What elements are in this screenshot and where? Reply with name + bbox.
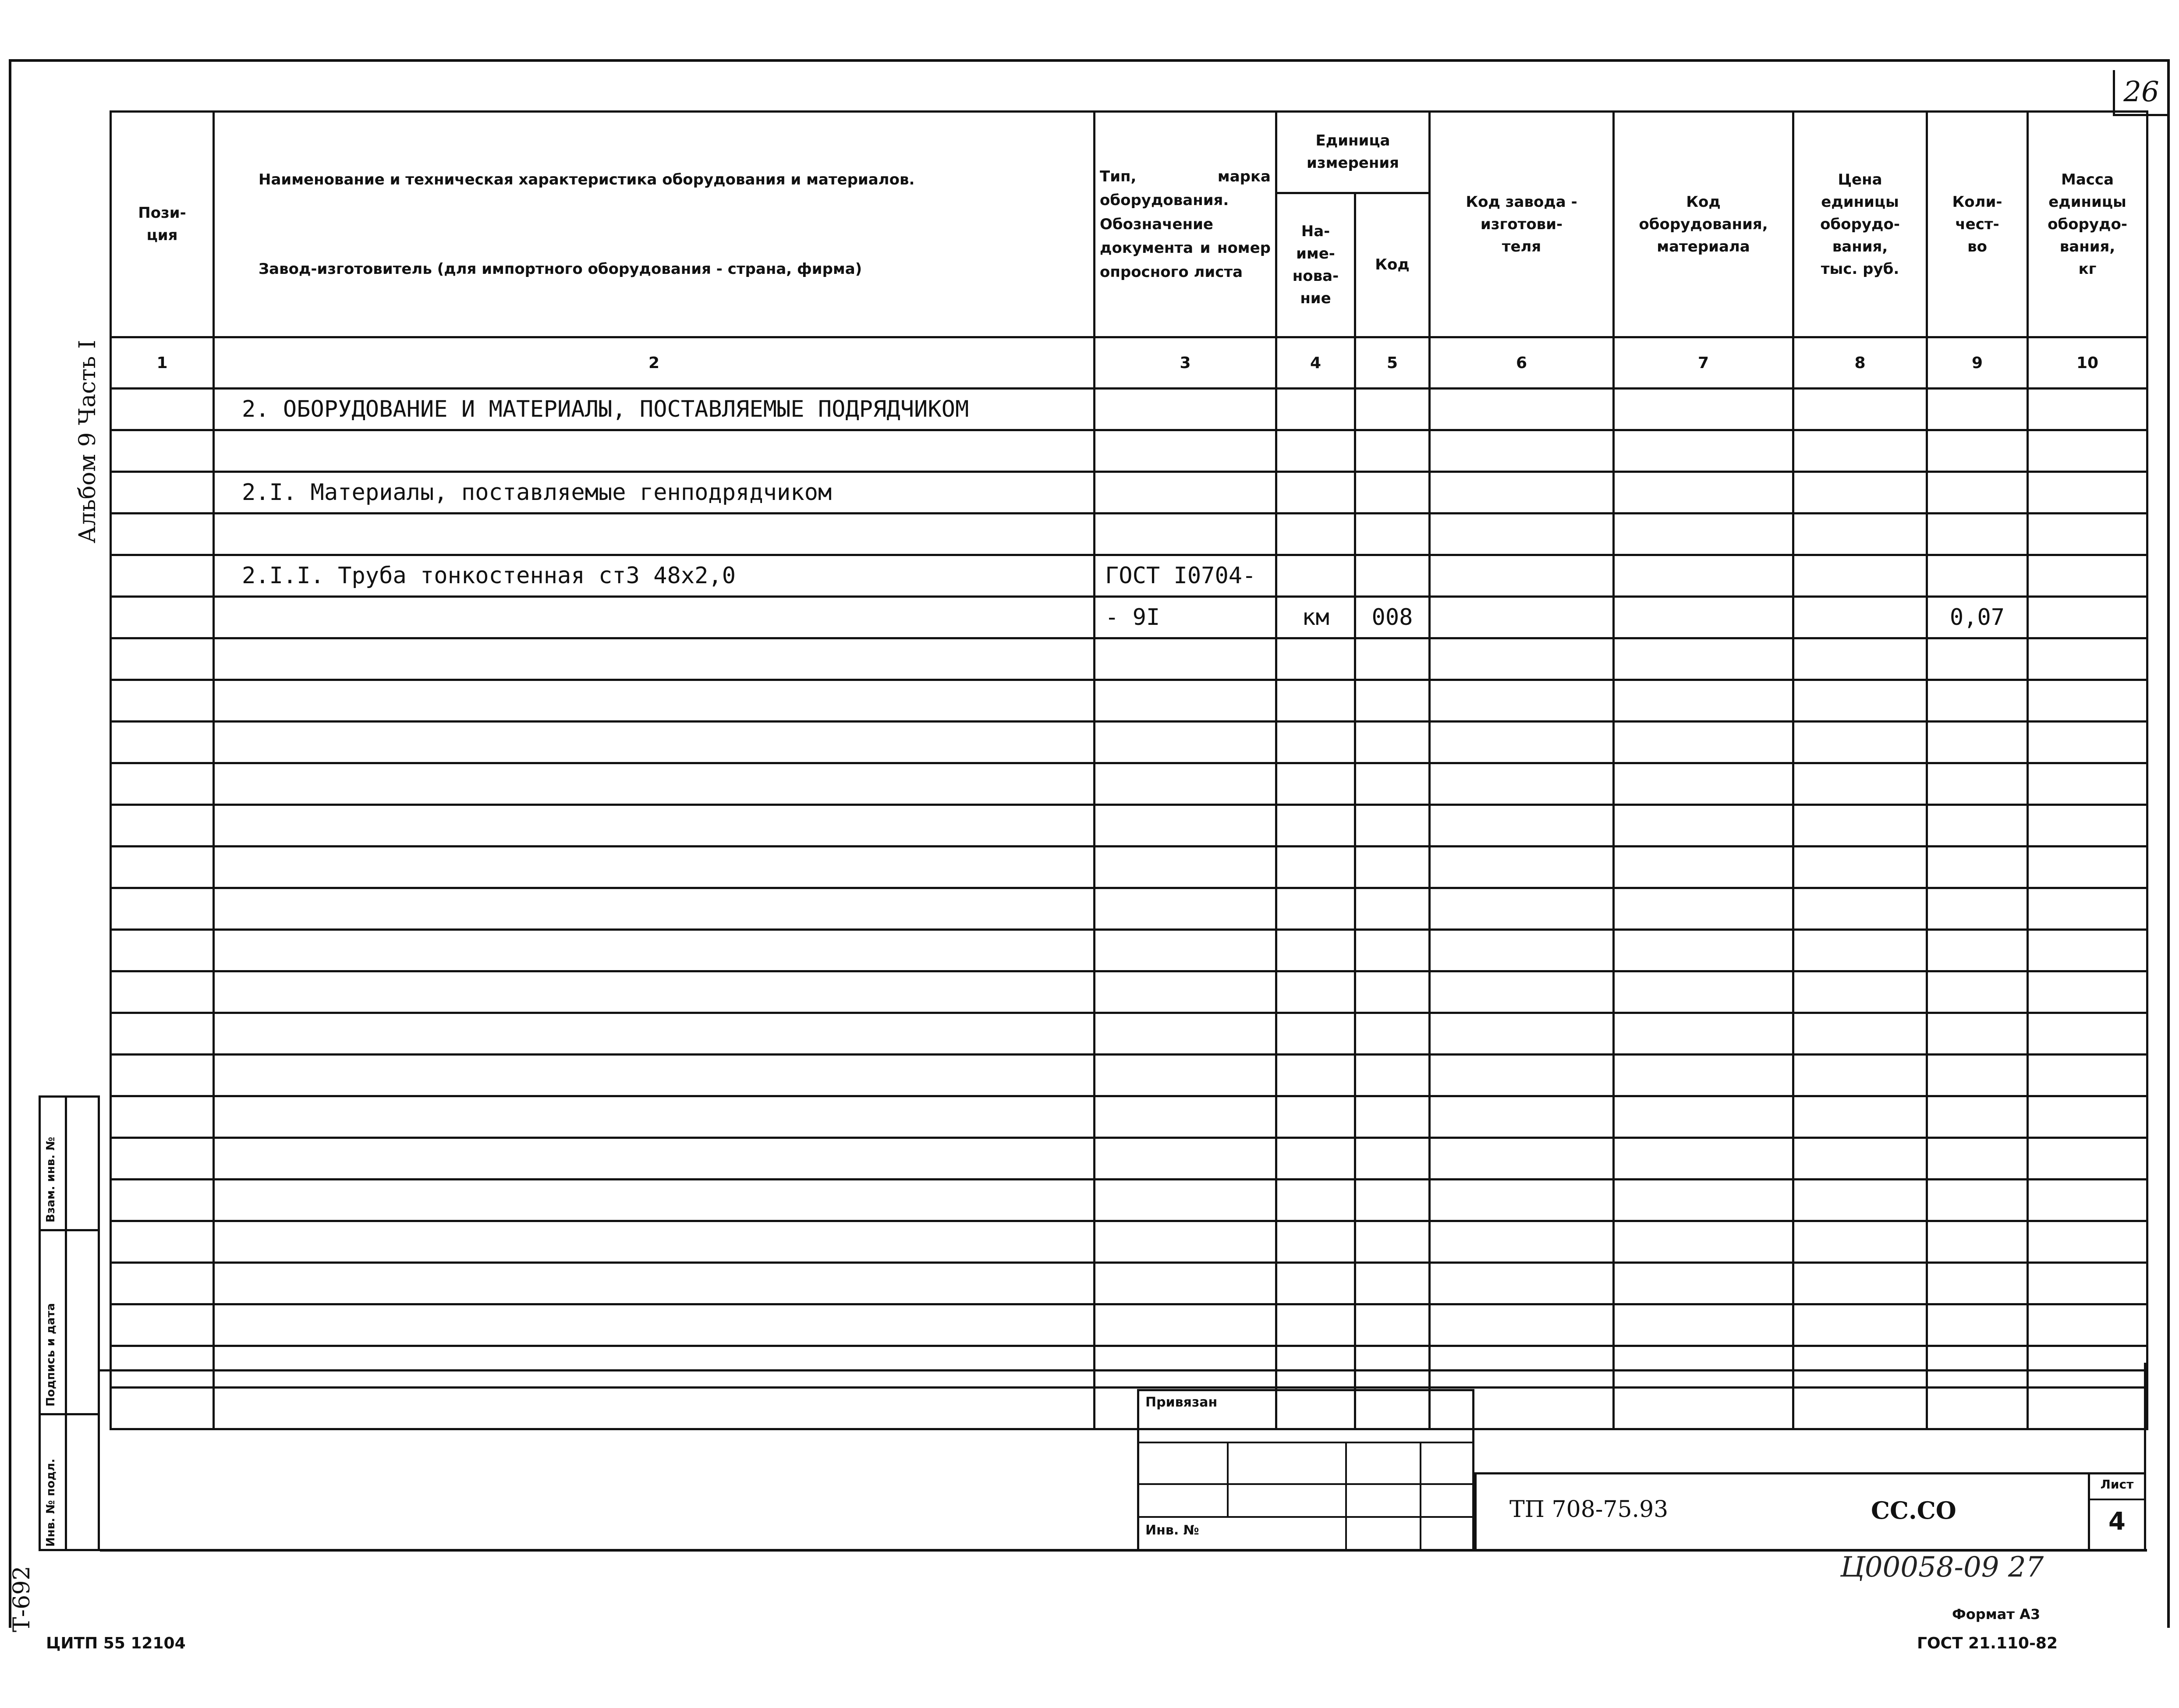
table-row — [111, 1138, 2147, 1180]
sheet-number-box — [2088, 1472, 2146, 1551]
binding-box — [1137, 1389, 1474, 1551]
row-type — [1095, 389, 1276, 430]
binding-label: Привязан — [1145, 1395, 1218, 1410]
row-code — [1355, 555, 1430, 597]
row-code — [1355, 514, 1430, 555]
table-row — [111, 930, 2147, 971]
row-name: 2.I.I. Труба тонкостенная ст3 48х2,0 — [214, 555, 1095, 597]
table-row — [111, 805, 2147, 847]
row-unit — [1276, 389, 1355, 430]
title-block — [1474, 1472, 2092, 1551]
row-name — [214, 597, 1095, 638]
row-unit — [1276, 472, 1355, 514]
row-qty — [1927, 514, 2028, 555]
table-row — [111, 1180, 2147, 1221]
row-qty — [1927, 430, 2028, 472]
header-unit-code: Код — [1355, 193, 1430, 337]
header-factory-code: Код завода - изготови- теля — [1430, 112, 1614, 337]
table-row — [111, 888, 2147, 930]
row-name: 2.I. Материалы, поставляемые генподрядчиком — [214, 472, 1095, 514]
table-row — [111, 1346, 2147, 1388]
column-number: 1 — [111, 337, 214, 389]
project-code: ТП 708-75.93 — [1509, 1496, 1669, 1523]
specification-table — [110, 110, 2148, 1430]
column-number: 5 — [1355, 337, 1430, 389]
row-unit — [1276, 555, 1355, 597]
table-bottom-line — [100, 1369, 2147, 1371]
header-type: Тип, марка оборудования. Обозначение документа и номер опросного листа — [1095, 112, 1276, 337]
column-number: 9 — [1927, 337, 2028, 389]
table-row — [111, 389, 2147, 430]
row-unit — [1276, 430, 1355, 472]
table-row — [111, 472, 2147, 514]
album-part-label: Альбом 9 Часть I — [74, 340, 101, 543]
column-number: 7 — [1614, 337, 1793, 389]
header-name-line2: Завод-изготовитель (для импортного оборудования - страна, фирма) — [259, 260, 862, 278]
row-qty — [1927, 472, 2028, 514]
row-code: 008 — [1355, 597, 1430, 638]
header-mass: Масса единицы оборудо- вания, кг — [2028, 112, 2147, 337]
header-name-line1: Наименование и техническая характеристика оборудования и материалов. — [259, 171, 915, 188]
header-equipment-code: Код оборудования, материала — [1614, 112, 1793, 337]
row-name — [214, 514, 1095, 555]
row-unit: км — [1276, 597, 1355, 638]
column-number: 8 — [1793, 337, 1927, 389]
format-label: Формат А3 — [1952, 1606, 2041, 1623]
table-row — [111, 763, 2147, 805]
sheet-label: Лист — [2100, 1477, 2134, 1492]
header-unit-name: На- име- нова- ние — [1276, 193, 1355, 337]
row-unit — [1276, 514, 1355, 555]
sheet-corner-number: 26 — [2113, 70, 2168, 116]
table-row — [111, 638, 2147, 680]
stamp-replacement-inv: Взам. инв. № — [44, 1137, 57, 1223]
header-position: Пози- ция — [111, 112, 214, 337]
table-row — [111, 1304, 2147, 1346]
row-code — [1355, 389, 1430, 430]
approval-stamp-column — [39, 1095, 100, 1551]
column-number: 3 — [1095, 337, 1276, 389]
handwritten-code: Ц00058-09 27 — [1840, 1551, 2044, 1584]
table-row — [111, 597, 2147, 638]
row-name: 2. ОБОРУДОВАНИЕ И МАТЕРИАЛЫ, ПОСТАВЛЯЕМЫЕ ПОДРЯДЧИКОМ — [214, 389, 1095, 430]
row-type — [1095, 514, 1276, 555]
table-row — [111, 514, 2147, 555]
binding-inv-label: Инв. № — [1145, 1523, 1199, 1538]
sheet-number: 4 — [2108, 1507, 2126, 1536]
table-row — [111, 1221, 2147, 1263]
stamp-original-inv: Инв. № подл. — [44, 1458, 57, 1547]
table-row — [111, 1013, 2147, 1055]
document-mark: СС.СО — [1871, 1496, 1956, 1524]
table-row — [111, 847, 2147, 888]
header-unit-group: Единица измерения — [1276, 112, 1430, 193]
row-qty: 0,07 — [1927, 597, 2028, 638]
table-row — [111, 680, 2147, 722]
stamp-signature-date: Подпись и дата — [44, 1303, 57, 1407]
vertical-code: Т-692 — [9, 1566, 35, 1632]
cipt-label: ЦИТП 55 12104 — [46, 1634, 186, 1652]
row-type: - 9I — [1095, 597, 1276, 638]
column-number: 6 — [1430, 337, 1614, 389]
row-type — [1095, 430, 1276, 472]
table-row — [111, 1096, 2147, 1138]
row-code — [1355, 430, 1430, 472]
column-number: 4 — [1276, 337, 1355, 389]
column-numbers-row — [111, 337, 2147, 389]
row-type — [1095, 472, 1276, 514]
row-qty — [1927, 389, 2028, 430]
gost-label: ГОСТ 21.110-82 — [1917, 1634, 2058, 1652]
table-row — [111, 1263, 2147, 1304]
table-row — [111, 1388, 2147, 1429]
column-number: 10 — [2028, 337, 2147, 389]
row-qty — [1927, 555, 2028, 597]
row-type: ГОСТ I0704- — [1095, 555, 1276, 597]
row-name — [214, 430, 1095, 472]
header-quantity: Коли- чест- во — [1927, 112, 2028, 337]
row-code — [1355, 472, 1430, 514]
table-row — [111, 430, 2147, 472]
table-row — [111, 722, 2147, 763]
table-row — [111, 971, 2147, 1013]
header-name — [214, 112, 1095, 337]
column-number: 2 — [214, 337, 1095, 389]
table-row — [111, 555, 2147, 597]
header-price: Цена единицы оборудо- вания, тыс. руб. — [1793, 112, 1927, 337]
table-row — [111, 1055, 2147, 1096]
